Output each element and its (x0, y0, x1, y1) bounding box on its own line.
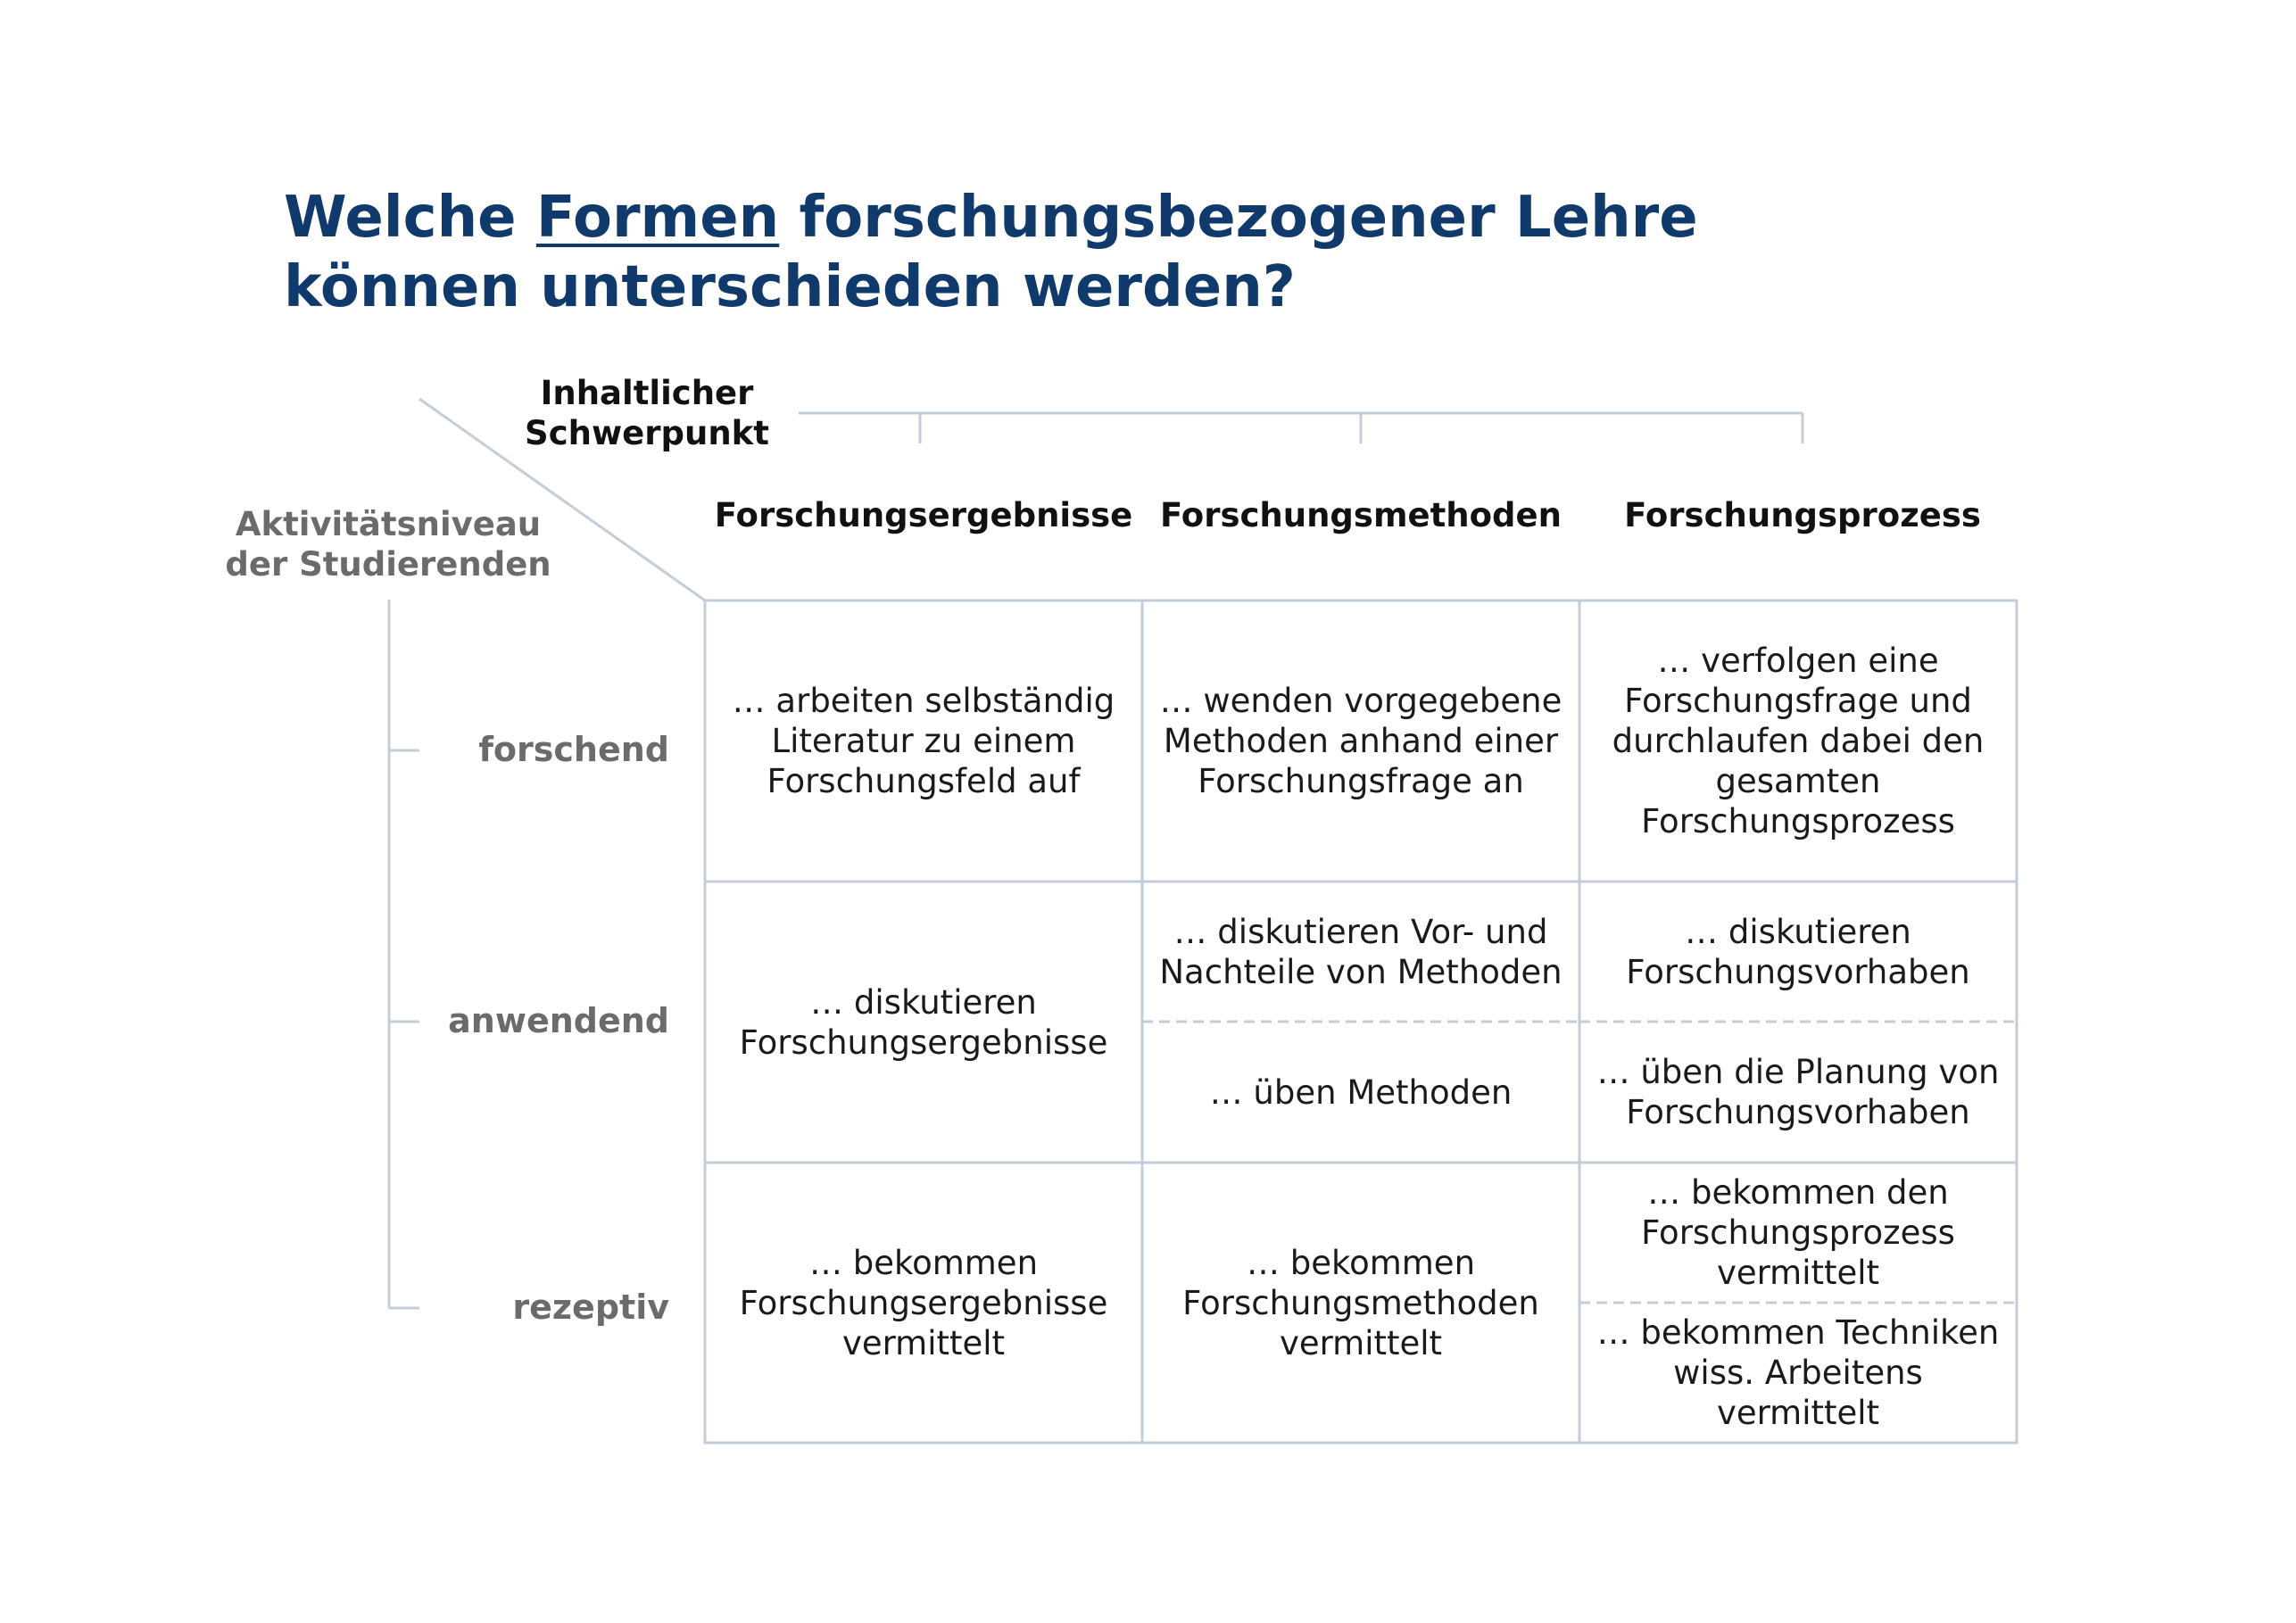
cell-anwendend-methoden-top: … diskutieren Vor- und Nachteile von Methoden (1159, 912, 1562, 991)
cell-anwendend-ergebnisse: … diskutieren Forschungsergebnisse (739, 982, 1108, 1062)
cell-anwendend-prozess-top: … diskutieren Forschungsvorhaben (1626, 912, 1970, 991)
cell-forschend-methoden: … wenden vorgegebene Methoden anhand einer Forschungsfrage an (1159, 682, 1562, 800)
cell-rezeptiv-ergebnisse: … bekommen Forschungsergebnisse vermittelt (739, 1243, 1108, 1362)
cell-forschend-prozess: … verfolgen eine Forschungsfrage und durchlaufen dabei den gesamten Forschungsprozess (1612, 642, 1985, 840)
column-header-ergebnisse: Forschungsergebnisse (714, 496, 1133, 534)
axis-label-activity-level: Aktivitätsniveau der Studierenden (225, 505, 551, 584)
row-label-forschend: forschend (478, 730, 669, 769)
cell-rezeptiv-prozess-bottom: … bekommen Techniken wiss. Arbeitens vermittelt (1596, 1313, 2000, 1432)
row-label-anwendend: anwendend (448, 1001, 669, 1040)
row-label-rezeptiv: rezeptiv (512, 1288, 669, 1327)
title-emphasis: Formen (535, 185, 780, 251)
title-line-2: können unterschieden werden? (284, 254, 1296, 320)
cell-rezeptiv-prozess-top: … bekommen den Forschungsprozess vermittelt (1641, 1173, 1955, 1292)
title-line-1: Welche Formen forschungsbezogener Lehre (284, 185, 1698, 251)
column-header-prozess: Forschungsprozess (1624, 496, 1981, 534)
cell-anwendend-prozess-bottom: … üben die Planung von Forschungsvorhaben (1596, 1053, 2000, 1131)
cell-anwendend-methoden-bottom: … üben Methoden (1209, 1072, 1513, 1112)
axis-label-content-focus: Inhaltlicher Schwerpunkt (525, 374, 769, 452)
cell-rezeptiv-methoden: … bekommen Forschungsmethoden vermittelt (1182, 1243, 1539, 1362)
cell-forschend-ergebnisse: … arbeiten selbständig Literatur zu einem Forschungsfeld auf (732, 682, 1115, 800)
column-header-methoden: Forschungsmethoden (1160, 496, 1562, 534)
